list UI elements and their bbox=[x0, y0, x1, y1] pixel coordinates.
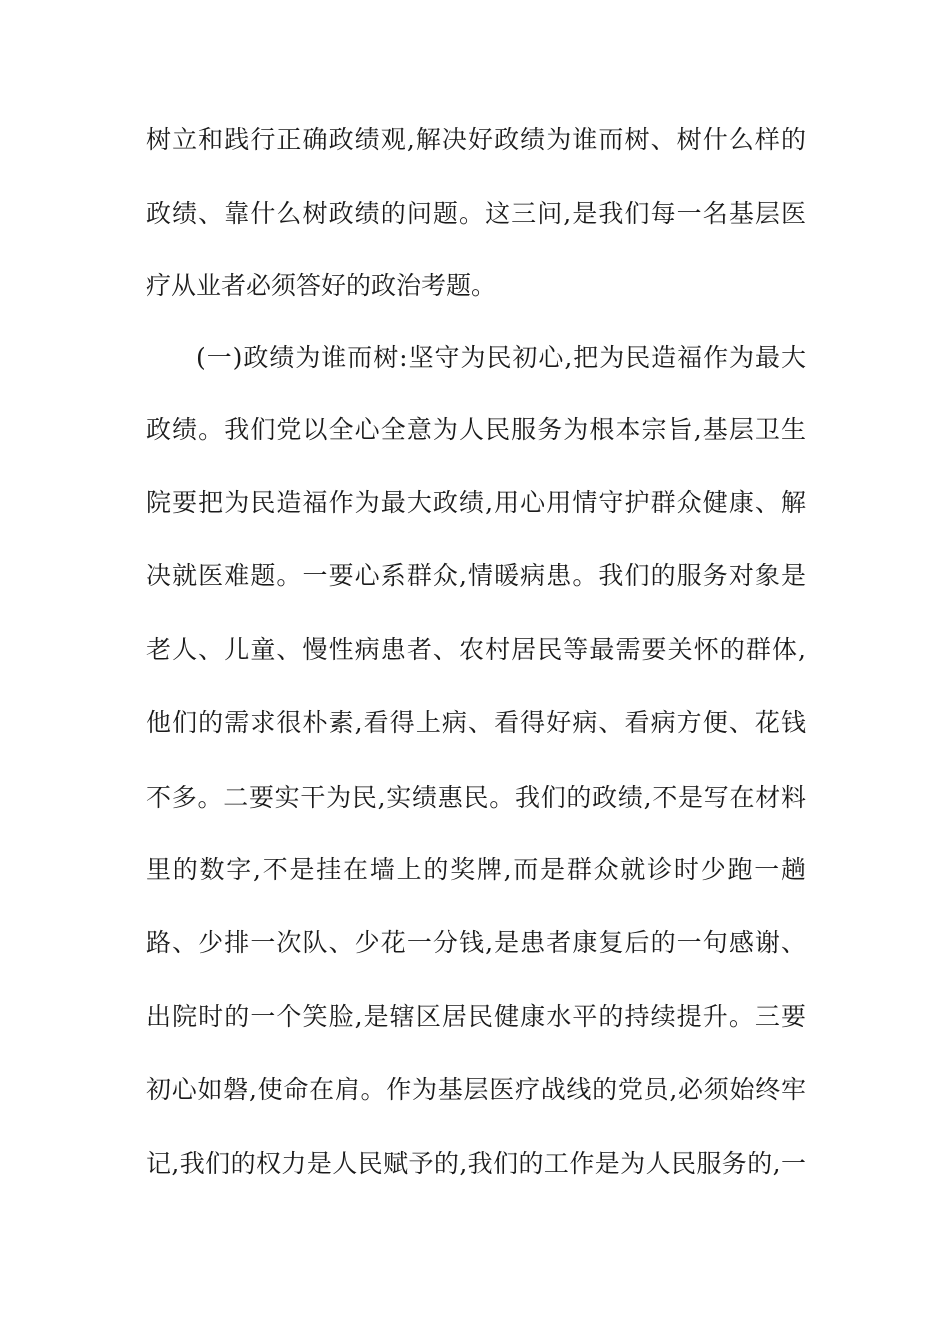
paragraph-line-12: 路、少排一次队、少花一分钱,是患者康复后的一句感谢、 bbox=[146, 928, 806, 957]
paragraph-line-3: 疗从业者必须答好的政治考题。 bbox=[146, 271, 497, 300]
paragraph-line-13: 出院时的一个笑脸,是辖区居民健康水平的持续提升。三要 bbox=[146, 1002, 806, 1031]
paragraph-line-2: 政绩、靠什么树政绩的问题。这三问,是我们每一名基层医 bbox=[146, 199, 806, 228]
paragraph-line-1: 树立和践行正确政绩观,解决好政绩为谁而树、树什么样的 bbox=[146, 125, 806, 154]
paragraph-line-14: 初心如磐,使命在肩。作为基层医疗战线的党员,必须始终牢 bbox=[146, 1075, 806, 1104]
paragraph-line-6: 院要把为民造福作为最大政绩,用心用情守护群众健康、解 bbox=[146, 488, 806, 517]
paragraph-line-8: 老人、儿童、慢性病患者、农村居民等最需要关怀的群体, bbox=[146, 635, 806, 664]
paragraph-line-10: 不多。二要实干为民,实绩惠民。我们的政绩,不是写在材料 bbox=[146, 783, 806, 812]
paragraph-line-5: 政绩。我们党以全心全意为人民服务为根本宗旨,基层卫生 bbox=[146, 415, 806, 444]
paragraph-line-15: 记,我们的权力是人民赋予的,我们的工作是为人民服务的,一 bbox=[146, 1149, 806, 1178]
paragraph-line-7: 决就医难题。一要心系群众,情暖病患。我们的服务对象是 bbox=[146, 561, 806, 590]
paragraph-line-9: 他们的需求很朴素,看得上病、看得好病、看病方便、花钱 bbox=[146, 708, 806, 737]
paragraph-line-11: 里的数字,不是挂在墙上的奖牌,而是群众就诊时少跑一趟 bbox=[146, 855, 806, 884]
section-heading-line: (一)政绩为谁而树:坚守为民初心,把为民造福作为最大 bbox=[196, 343, 806, 372]
